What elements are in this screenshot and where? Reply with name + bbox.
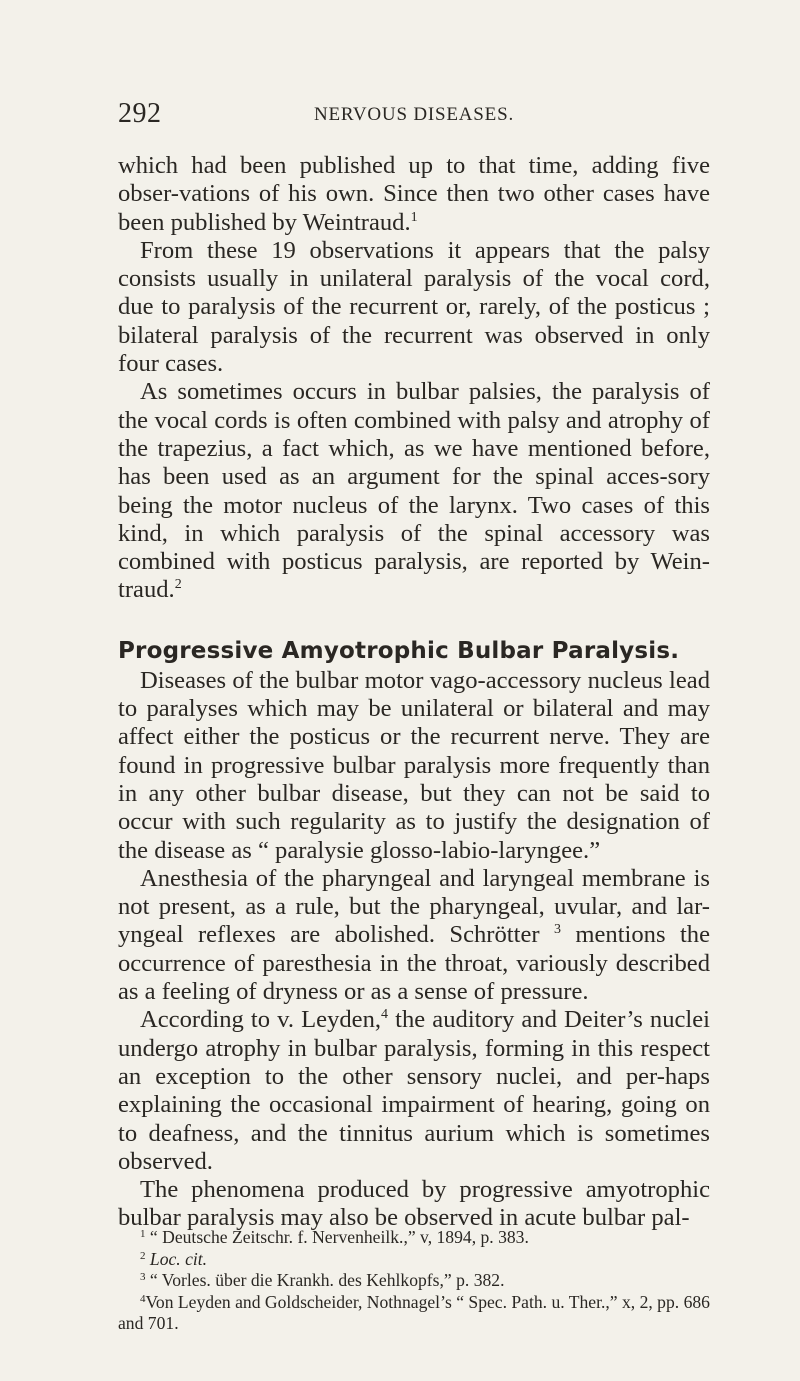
paragraph: According to v. Leyden,$^4$ the auditory and Deiter’s nuclei undergo atrophy in bulbar paralysis, forming in this respect an exception to the other sensory nuclei, and per-haps explaining the occasional impairment of hearing, going on to deafness, and the tinnitus aurium which is sometimes observed. <box>118 1006 710 1175</box>
paragraph: Diseases of the bulbar motor vago-accessory nucleus lead to paralyses which may be unilateral or bilateral and may affect either the posticus or the recurrent nerve. They are found in progressive bulbar paralysis more frequently than in any other bulbar disease, but they can not be said to occur with such regularity as to justify the designation of the disease as “ paralysie glosso-labio-laryngee.” <box>118 666 710 864</box>
paragraph: which had been published up to that time, adding five obser-vations of his own. Since then two other cases have been published by Weintraud.$^1$ <box>118 152 710 236</box>
paragraph: From these 19 observations it appears that the palsy consists usually in unilateral paralysis of the vocal cord, due to paralysis of the recurrent or, rarely, of the posticus ; bilateral paralysis of the recurrent was observed in only four cases. <box>118 236 710 378</box>
section-heading: Progressive Amyotrophic Bulbar Paralysis. <box>118 637 680 664</box>
footnote: $^3$ “ Vorles. über die Krankh. des Kehlkopfs,” p. 382. <box>140 1270 505 1290</box>
paragraph: The phenomena produced by progressive amyotrophic bulbar paralysis may also be observed in acute bulbar pal- <box>118 1176 710 1232</box>
paragraph: As sometimes occurs in bulbar palsies, the paralysis of the vocal cords is often combined with palsy and atrophy of the trapezius, a fact which, as we have mentioned before, has been used as an argument for the spinal acces-sory being the motor nucleus of the larynx. Two cases of this kind, in which paralysis of the spinal accessory was combined with posticus paralysis, are reported by Wein-traud.$^2$ <box>118 378 710 604</box>
page-header <box>118 98 710 134</box>
footnote-ref: 4 <box>381 1007 389 1023</box>
footnote: $^2$ Loc. cit. <box>140 1248 208 1269</box>
footnotes <box>118 1227 710 1335</box>
footnote-ref: 3 <box>553 922 561 938</box>
footnote: $^1$ “ Deutsche Zeitschr. f. Nervenheilk.,” v, 1894, p. 383. <box>140 1227 529 1247</box>
footnote: $^4$Von Leyden and Goldscheider, Nothnagel’s “ Spec. Path. u. Ther.,” x, 2, pp. 686 and 701. <box>118 1291 710 1333</box>
main-text <box>118 152 710 1233</box>
paragraph: Anesthesia of the pharyngeal and laryngeal membrane is not present, as a rule, but the pharyngeal, uvular, and lar-yngeal reflexes are abolished. Schrötter $^3$ mentions the occurrence of paresthesia in the throat, variously described as a feeling of dryness or as a sense of pressure. <box>118 864 710 1006</box>
page-number: 292 <box>118 98 162 129</box>
footnote-ref: 1 <box>410 209 418 225</box>
footnote-ref: 2 <box>174 577 182 593</box>
running-title: NERVOUS DISEASES. <box>314 104 514 125</box>
